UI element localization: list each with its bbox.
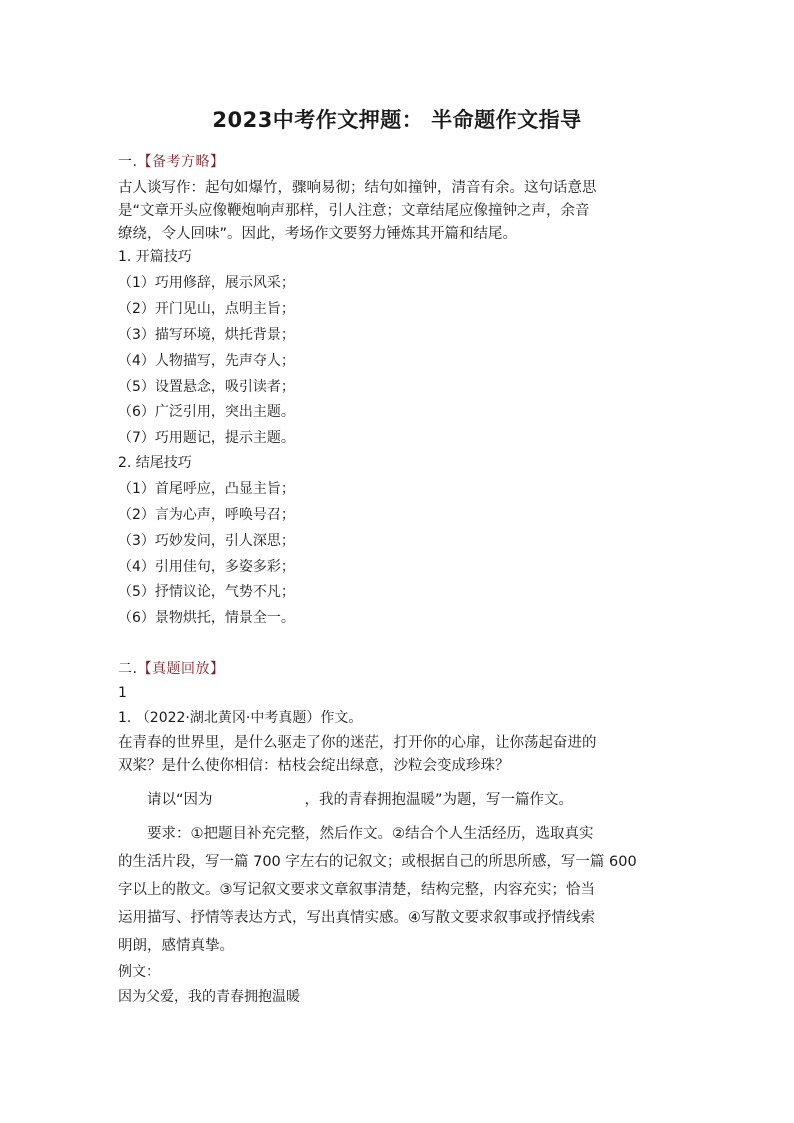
intro-line-2: 是“文章开头应像鞭炮响声那样，引人注意；文章结尾应像撞钟之声，余音 — [118, 203, 590, 219]
question-text-line-2: 双桨？是什么使你相信：枯枝会绽出绿意，沙粒会变成珍珠？ — [118, 758, 510, 774]
opening-item: （5）设置悬念，吸引读者； — [118, 379, 295, 395]
opening-title: 1. 开篇技巧 — [118, 249, 192, 265]
ending-item: （3）巧妙发问，引人深思； — [118, 533, 295, 549]
requirements-line-2: 的生活片段，写一篇 700 字左右的记叙文；或根据自己的所思所感，写一篇 600 — [118, 854, 637, 870]
opening-item: （2）开门见山，点明主旨； — [118, 301, 295, 317]
ending-item: （5）抒情议论，气势不凡； — [118, 584, 295, 600]
section-2-prefix: 二. — [118, 661, 138, 677]
requirements-line-4: 运用描写、抒情等表达方式，写出真情实感。④写散文要求叙事或抒情线索 — [118, 910, 595, 926]
essay-prompt-before: 请以“因为 — [147, 792, 213, 808]
opening-item: （3）描写环境，烘托背景； — [118, 327, 295, 343]
section-2-heading — [118, 658, 224, 680]
opening-item: （7）巧用题记，提示主题。 — [118, 430, 295, 446]
example-label: 例文： — [118, 964, 160, 980]
requirements-line-1: 要求：①把题目补充完整，然后作文。②结合个人生活经历，选取真实 — [147, 826, 594, 842]
ending-item: （4）引用佳句，多姿多彩； — [118, 559, 295, 575]
intro-line-3: 缭绕，令人回味”。因此，考场作文要努力锤炼其开篇和结尾。 — [118, 226, 518, 242]
opening-item: （6）广泛引用，突出主题。 — [118, 404, 295, 420]
example-title: 因为父爱，我的青春拥抱温暖 — [118, 989, 300, 1005]
section-2-heading-text: 【真题回放】 — [137, 661, 225, 677]
opening-item: （1）巧用修辞，展示风采； — [118, 275, 295, 291]
question-text-line-1: 在青春的世界里，是什么驱走了你的迷茫，打开你的心扉，让你荡起奋进的 — [118, 735, 597, 751]
ending-title: 2. 结尾技巧 — [118, 455, 192, 471]
ending-item: （6）景物烘托，情景全一。 — [118, 610, 295, 626]
page-title: 2023中考作文押题： 半命题作文指导 — [212, 108, 582, 132]
opening-item: （4）人物描写，先声夺人； — [118, 353, 295, 369]
section-1-prefix: 一. — [118, 154, 138, 170]
requirements-line-3: 字以上的散文。③写记叙文要求文章叙事清楚，结构完整，内容充实；恰当 — [118, 882, 595, 898]
ending-item: （2）言为心声，呼唤号召； — [118, 507, 295, 523]
question-title: 1. （2022·湖北黄冈·中考真题）作文。 — [118, 710, 363, 726]
ending-item: （1）首尾呼应，凸显主旨； — [118, 481, 295, 497]
essay-prompt — [147, 789, 573, 811]
section-1-heading-text: 【备考方略】 — [137, 154, 225, 170]
intro-line-1: 古人谈写作：起句如爆竹，骤响易彻；结句如撞钟，清音有余。这句话意思 — [118, 180, 597, 196]
question-number: 1 — [118, 685, 127, 701]
requirements-line-5: 明朗，感情真挚。 — [118, 938, 234, 954]
essay-prompt-after: ，我的青春拥抱温暖”为题，写一篇作文。 — [304, 792, 574, 808]
section-1-heading — [118, 151, 224, 173]
